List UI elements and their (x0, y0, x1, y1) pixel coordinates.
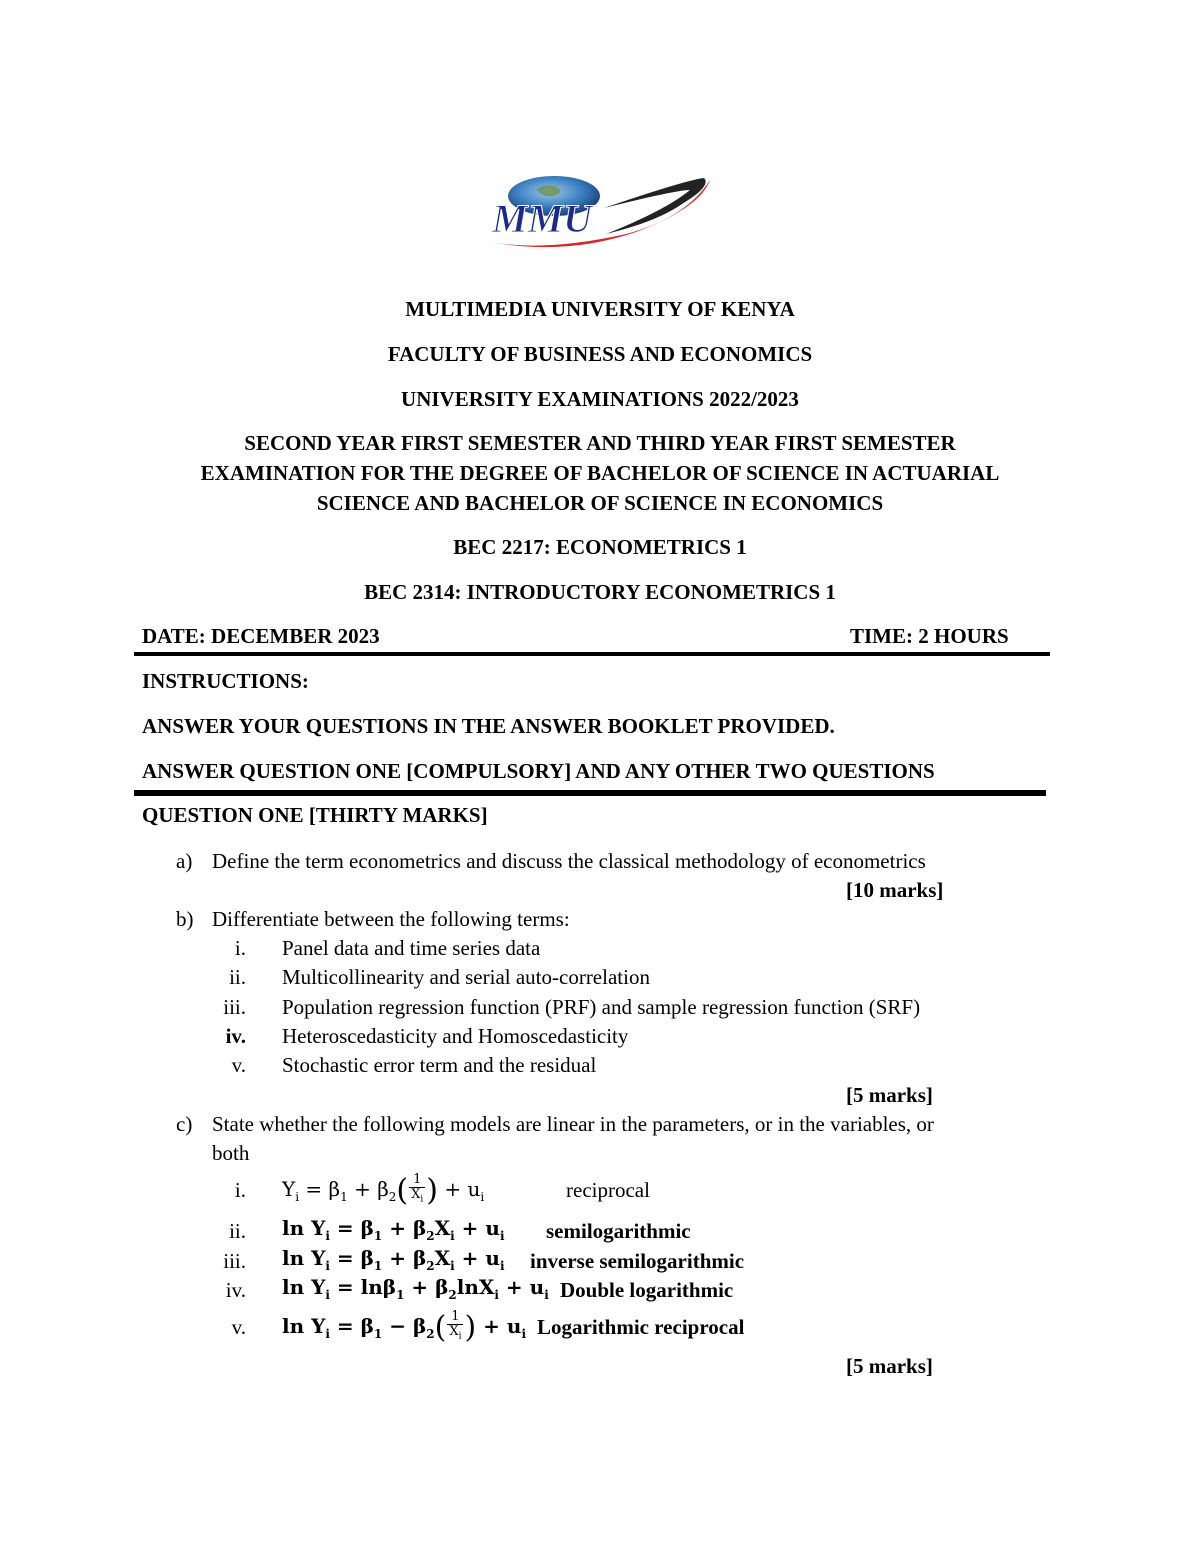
list-item-number: v. (231, 1053, 246, 1077)
part-a-marks: [10 marks] (846, 878, 944, 902)
instruction-line-2: ANSWER QUESTION ONE [COMPULSORY] AND ANY OTHER TWO QUESTIONS (142, 759, 935, 783)
course-code-2: BEC 2314: INTRODUCTORY ECONOMETRICS 1 (364, 580, 836, 604)
swoosh-dark-icon (604, 178, 706, 234)
part-b-text: Differentiate between the following terms: (212, 907, 570, 931)
degree-line-2: EXAMINATION FOR THE DEGREE OF BACHELOR OF SCIENCE IN ACTUARIAL (200, 461, 1000, 485)
logo-text: MMU (492, 196, 593, 241)
list-item-number: i. (234, 936, 246, 960)
equation-semilog: $\ln Y_i = \beta_1 + \beta_2X_i + u_i$ (282, 1216, 505, 1243)
equation-reciprocal: $Y_i = \beta_1 + \beta_2$ ( $\frac{1}{X_i}$ ) + $u_i$ (282, 1172, 485, 1208)
list-item-number: iv. (225, 1024, 246, 1048)
model-name: Logarithmic reciprocal (537, 1315, 745, 1339)
part-c-text-line-1: State whether the following models are linear in the parameters, or in the variables, or (212, 1112, 934, 1136)
part-c-marks: [5 marks] (846, 1354, 933, 1378)
exam-title: UNIVERSITY EXAMINATIONS 2022/2023 (401, 387, 799, 411)
part-b-marks: [5 marks] (846, 1083, 933, 1107)
list-item-number: iv. (225, 1278, 246, 1302)
list-item-number: v. (231, 1315, 246, 1339)
list-item-number: iii. (223, 1249, 246, 1273)
exam-date: DATE: DECEMBER 2023 (142, 624, 380, 648)
part-a-text: Define the term econometrics and discuss the classical methodology of econometrics (212, 849, 926, 873)
university-name: MULTIMEDIA UNIVERSITY OF KENYA (405, 297, 795, 321)
part-b-label: b) (176, 907, 194, 931)
list-item: Heteroscedasticity and Homoscedasticity (282, 1024, 629, 1048)
question-one-title: QUESTION ONE [THIRTY MARKS] (142, 803, 488, 827)
instruction-line-1: ANSWER YOUR QUESTIONS IN THE ANSWER BOOKLET PROVIDED. (142, 714, 835, 738)
list-item: Multicollinearity and serial auto-correlation (282, 965, 650, 989)
university-logo (486, 160, 714, 252)
degree-line-1: SECOND YEAR FIRST SEMESTER AND THIRD YEAR FIRST SEMESTER (244, 431, 956, 455)
model-name: reciprocal (566, 1178, 650, 1202)
list-item-number: iii. (223, 995, 246, 1019)
list-item-number: i. (234, 1178, 246, 1202)
list-item-number: ii. (229, 1219, 246, 1243)
model-name: inverse semilogarithmic (530, 1249, 745, 1273)
faculty-name: FACULTY OF BUSINESS AND ECONOMICS (387, 342, 813, 366)
list-item: Stochastic error term and the residual (282, 1053, 597, 1077)
list-item: Population regression function (PRF) and sample regression function (SRF) (282, 995, 921, 1019)
list-item: Panel data and time series data (282, 936, 541, 960)
degree-line-3: SCIENCE AND BACHELOR OF SCIENCE IN ECONOMICS (316, 491, 884, 515)
equation-log-reciprocal: $\ln Y_i = \beta_1 - \beta_2$ ( $\frac{1}{X_i}$ ) + $u_i$ (282, 1309, 526, 1345)
model-name: Double logarithmic (560, 1278, 734, 1302)
list-item-number: ii. (229, 965, 246, 989)
course-code-1: BEC 2217: ECONOMETRICS 1 (453, 535, 747, 559)
equation-double-log: $\ln Y_i = \ln\beta_1 + \beta_2\ln X_i + u_i$ (282, 1275, 549, 1302)
divider-top (134, 652, 1050, 656)
equation-inverse-semilog: $\ln Y_i = \beta_1 + \beta_2X_i + u_i$ (282, 1246, 505, 1273)
part-c-text-line-2: both (212, 1141, 250, 1165)
instructions-title: INSTRUCTIONS: (142, 669, 309, 693)
model-name: semilogarithmic (546, 1219, 691, 1243)
exam-time: TIME: 2 HOURS (850, 624, 1009, 648)
part-c-label: c) (176, 1112, 193, 1136)
divider-bottom (134, 790, 1046, 796)
part-a-label: a) (176, 849, 193, 873)
